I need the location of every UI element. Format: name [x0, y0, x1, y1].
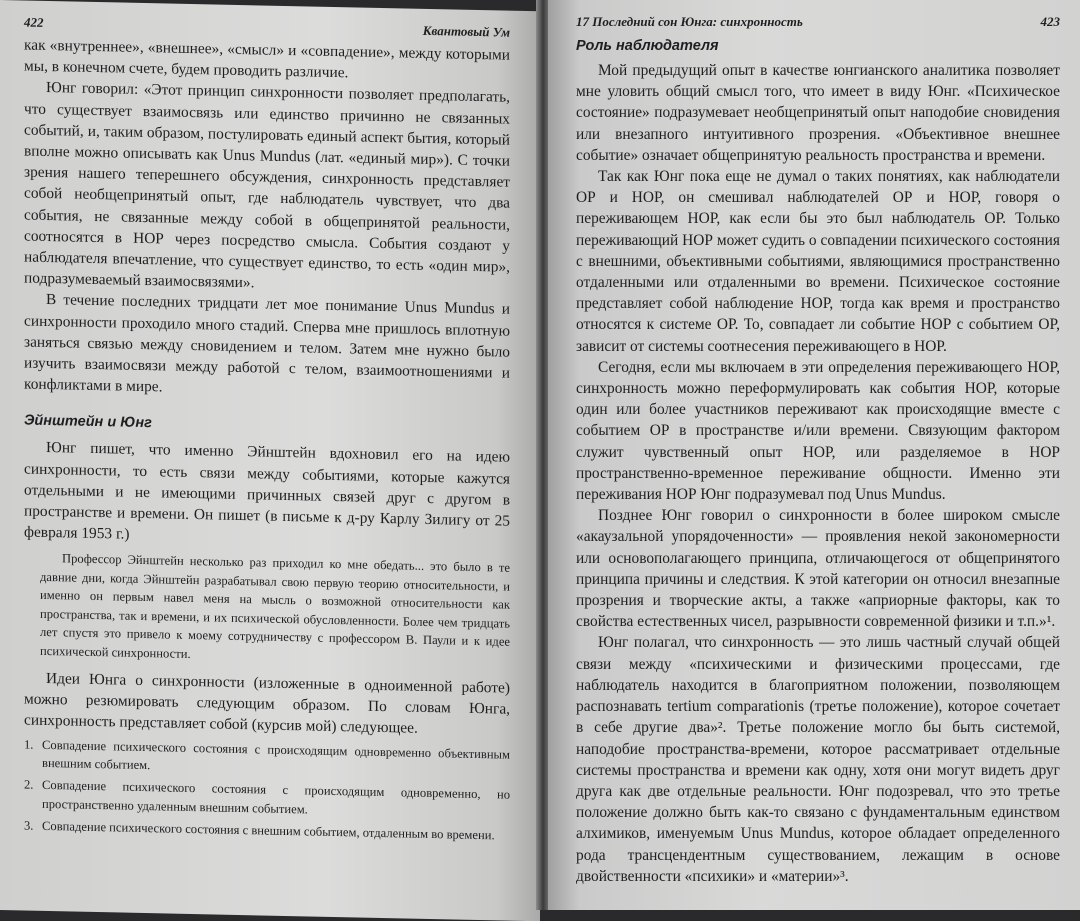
paragraph: Идеи Юнга о синхронности (изложенные в одноименной работе) можно резюмировать следующим образом. По словам Юнга, синхронность представляет собой (курсив мой) следующее.: [24, 669, 510, 738]
list-text: Совпадение психического состояния с происходящим одновременно, но пространственно удаленным внешним событием.: [42, 778, 510, 817]
paragraph: Позднее Юнг говорил о синхронности в более широком смысле «акаузальной упорядоченности» — проявления некой закономерности или основополагающего принципа, отличающегося от общепринятого принципа причины и следствия. К этой категории он относил внезапные прозрения и творческие акты, а также «априорные факторы, как то свойства естественных чисел, разрывности современной физики и т.п.»¹.: [576, 507, 1060, 631]
right-body: [576, 60, 1060, 887]
right-page-number: 423: [1040, 14, 1060, 29]
left-body-top: [24, 35, 510, 406]
paragraph: Сегодня, если мы включаем в эти определения переживающего НОР, синхронность можно переформулировать как события НОР, которые один или более участников переживают как происходящие вместе с событием ОР в пространстве и/или времени. Связующим фактором служит чувственный опыт НОР, или разделяемое в НОР пространственно-временное переживание общности. Именно эти переживания НОР Юнг подразумевал под Unus Mundus.: [576, 358, 1060, 504]
left-body-bottom: [24, 667, 510, 741]
paragraph: Юнг говорил: «Этот принцип синхронности позволяет предполагать, что существует взаимосвязь или единство причинно не связанных событий, и, таким образом, постулировать единый аспект бытия, который вполне можно описывать как Unus Mundus (лат. «единый мир»). С точки зрения нашего теперешнего обсуждения, синхронность представляет собой необщепринятый опыт, где наблюдатель чувствует, что два события, не связанные между собой в общепринятой реальности, соотносятся в НОР через посредство смысла. События создают у наблюдателя впечатление, что существует единство, то есть «один мир», подразумеваемый взаимосвязями».: [24, 79, 510, 292]
right-running-head: [576, 14, 1060, 30]
section-heading-observer-role: Роль наблюдателя: [576, 38, 719, 54]
paragraph: Юнг полагал, что синхронность — это лишь частный случай общей связи между «психическими и физическими процессами, где наблюдатель находится в благоприятном положении, позволяющем распознавать tertium comparationis (третье положение), которое сочетает в себе другие два»². Третье положение могло бы быть системой, наподобие пространства-времени, которое рассматривает отдельные системы пространства и времени как одну, хотя они могут видеть друг друга как две отдельные реальности. Юнг подозревал, что это третье положение должно быть как-то связано с фундаментальным единством алхимиков, именуемым Unus Mundus, которое обладает определенного рода трансцендентным существованием, лежащим в основе двойственности «психики» и «материи»³.: [576, 634, 1060, 885]
paragraph: В течение последних тридцати лет мое понимание Unus Mundus и синхронности проходило много стадий. Сперва мне пришлось вплотную заняться связью между сновидением и телом. Затем мне нужно было изучить взаимосвязи между работой с телом, взаимоотношениями и конфликтами в мире.: [24, 291, 510, 396]
list-number: 3.: [24, 818, 34, 833]
paragraph: Так как Юнг пока еще не думал о таких понятиях, как наблюдатели ОР и НОР, он смешивал наблюдателей ОР и НОР, говоря о переживающем НОР, как если бы это был наблюдатель ОР. Только переживающий НОР может судить о совпадении психического состояния с внешними, объективными событиями, являющимися пространственно отдаленными или отдаленными во времени. Психическое состояние представляет собой наблюдение НОР, тогда как время и пространство относятся к системе ОР. То, совпадает ли событие НОР с событием ОР, зависит от системы соотнесения переживающего в НОР.: [576, 168, 1060, 355]
left-running-title: Квантовый Ум: [422, 22, 510, 40]
list-text: Совпадение психического состояния с происходящим одновременно объективным внешним событием.: [42, 737, 510, 773]
list-text: Совпадение психического состояния с внешним событием, отдаленным во времени.: [42, 819, 495, 843]
list-number: 1.: [24, 737, 34, 752]
paragraph: Юнг пишет, что именно Эйнштейн вдохновил его на идею синхронности, то есть связи между событиями, которые кажутся отдельными и не имеющими причинных связей друг с другом в пространстве и времени. Он пишет (в письме к д-ру Карлу Зилигу от 25 февраля 1953 г.): [24, 439, 510, 543]
paragraph: Мой предыдущий опыт в качестве юнгианского аналитика позволяет мне уловить общий смысл того, что имеет в виду Юнг. «Психическое состояние» подразумевает необщепринятый опыт наподобие сновидения или внезапного интуитивного прозрения. «Объективное внешнее событие» означает общепринятую реальность пространства и времени.: [576, 62, 1060, 164]
right-running-title: 17 Последний сон Юнга: синхронность: [576, 14, 803, 29]
block-quote: [40, 549, 510, 669]
list-item: [24, 776, 510, 823]
left-body-mid: [24, 437, 510, 553]
left-page-number: 422: [24, 14, 44, 30]
section-heading-einstein-jung: Эйнштейн и Юнг: [24, 412, 152, 432]
quote-text: Профессор Эйнштейн несколько раз приходил ко мне обедать... это было в те давние дни, когда Эйнштейн разрабатывал свою первую теорию относительности, и именно он первым навел меня на мысль о возможной относительности как пространства, так и времени, и их психической обусловленности. Более чем тридцать лет спустя это привело к моему сотрудничеству с профессором В. Паули и к идее психической синхронности.: [40, 551, 510, 661]
list-number: 2.: [24, 777, 34, 793]
numbered-list: [24, 735, 510, 845]
list-item: [24, 735, 510, 782]
paragraph: как «внутреннее», «внешнее», «смысл» и «совпадение», между которыми мы, в конечном счете, будем проводить различие.: [24, 36, 510, 82]
right-page: [548, 0, 1080, 910]
